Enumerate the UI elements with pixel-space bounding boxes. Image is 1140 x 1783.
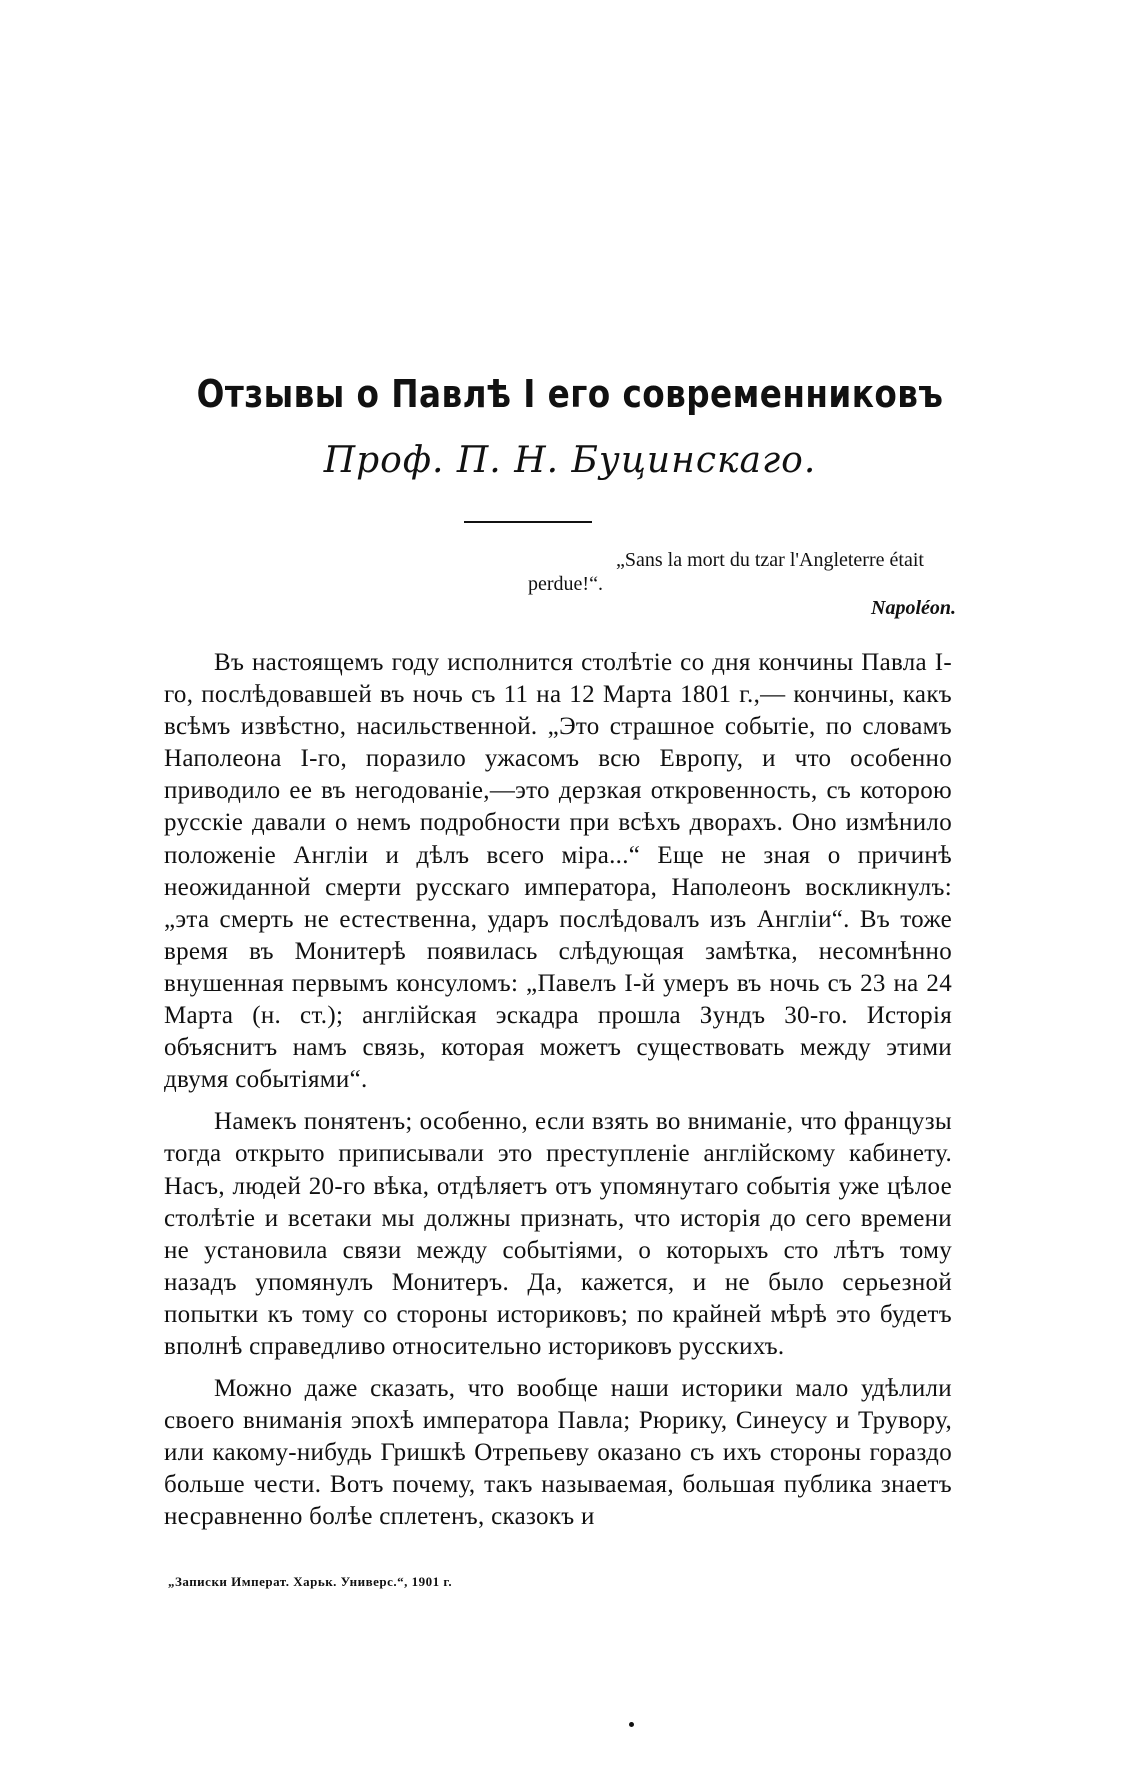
article-author: Проф. П. Н. Буцинскаго.: [323, 440, 817, 481]
epigraph-text: „Sans la mort du tzar l'Angleterre était perdue!“.: [528, 549, 924, 595]
paragraph: Можно даже сказать, что вообще наши историки мало удѣлили своего вниманія эпохѣ императора Павла; Рюрику, Синеусу и Трувору, или какому-нибудь Гришкѣ Отрепьеву оказано съ ихъ стороны гораздо больше чести. Вотъ почему, такъ называемая, большая публика знаетъ несравненно болѣе сплетенъ, сказокъ и: [164, 1375, 952, 1531]
article-body: [164, 647, 952, 1534]
paragraph: Намекъ понятенъ; особенно, если взять во вниманіе, что французы тогда открыто приписывали это преступленіе англійскому кабинету. Насъ, людей 20-го вѣка, отдѣляетъ отъ упомянутаго событія уже цѣлое столѣтіе и всетаки мы должны признать, что исторія до сего времени не установила связи между событіями, о которыхъ сто лѣтъ тому назадъ упомянулъ Монитеръ. Да, кажется, и не было серьезной попытки къ тому со стороны историковъ; по крайней мѣрѣ это будетъ вполнѣ справедливо относительно историковъ русскихъ.: [164, 1108, 952, 1360]
paragraph: Въ настоящемъ году исполнится столѣтіе со дня кончины Павла I-го, послѣдовавшей въ ночь съ 11 на 12 Марта 1801 г.,— кончины, какъ всѣмъ извѣстно, насильственной. „Это страшное событіе, по словамъ Наполеона I-го, поразило ужасомъ всю Европу, и что особенно приводило ее въ негодованіе,—это дерзкая откровенность, съ которою русскіе давали о немъ подробности при всѣхъ дворахъ. Оно измѣнило положеніе Англіи и дѣлъ всего міра...“ Еще не зная о причинѣ неожиданной смерти русскаго императора, Наполеонъ воскликнулъ: „эта смерть не естественна, ударъ послѣдовалъ изъ Англіи“. Въ тоже время въ Монитерѣ появилась слѣдующая замѣтка, несомнѣнно внушенная первымъ консуломъ: „Павелъ I-й умеръ въ ночь съ 23 на 24 Марта (н. ст.); англійская эскадра прошла Зундъ 30-го. Исторія объяснитъ намъ связь, которая можетъ существовать между этими двумя событіями“.: [164, 649, 952, 1094]
page-mark: [629, 1722, 634, 1727]
epigraph: [528, 548, 958, 620]
title-divider: [464, 521, 592, 523]
article-title: Отзывы о Павлѣ I его современниковъ: [196, 372, 944, 416]
epigraph-author: Napoléon.: [871, 597, 956, 619]
footnote: „Записки Императ. Харьк. Универс.“, 1901 г.: [168, 1574, 453, 1589]
